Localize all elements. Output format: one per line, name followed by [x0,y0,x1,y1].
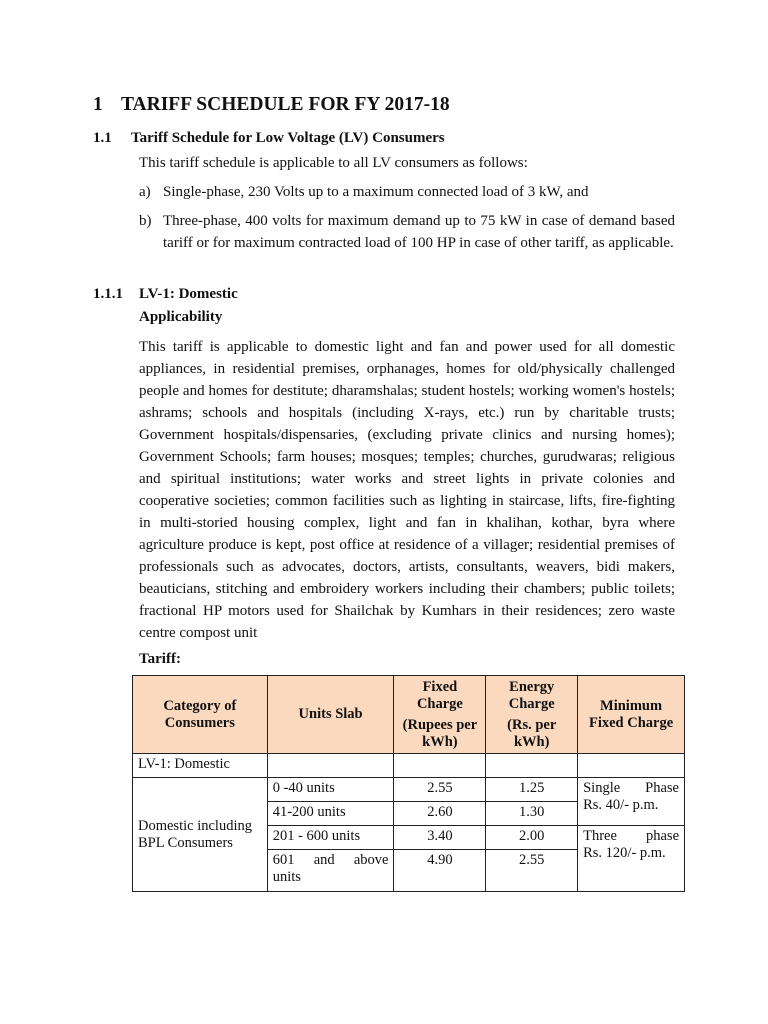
list-item-text: Single-phase, 230 Volts up to a maximum connected load of 3 kW, and [163,184,589,200]
fixed-charge-cell: 2.55 [394,778,486,802]
energy-charge-cell: 1.25 [486,778,578,802]
list-marker: a) [139,184,151,200]
section-heading [93,94,450,116]
slab-cell: 0 -40 units [267,778,394,802]
slab-cell: 41-200 units [267,802,394,826]
table-row [133,754,685,778]
header-units-slab: Units Slab [267,676,394,754]
fixed-charge-cell: 3.40 [394,826,486,850]
min-charge-text: Single [583,780,621,796]
subsubsection-number: 1.1.1 [93,286,123,302]
subsubsection-heading [93,286,238,303]
header-energy-charge-label: Energy Charge [508,678,555,712]
energy-charge-cell: 2.55 [486,850,578,892]
min-charge-text: Three [583,828,617,844]
slab-text: units [272,869,301,885]
header-energy-charge-unit: (Rs. per kWh) [507,716,557,750]
list-item [139,210,675,254]
header-energy-charge [486,676,578,754]
energy-charge-cell: 2.00 [486,826,578,850]
applicability-paragraph: This tariff is applicable to domestic light and fan and power used for all domestic appliances, in residential premises, orphanages, homes for old/physically challenged people and homes for destitute; dharamshalas; student hostels; working women's hostels; ashrams; schools and hospitals (including X-rays, etc.) run by charitable trusts; Government hospitals/dispensaries, (excluding private clinics and nursing homes); Government Schools; farm houses; mosques; temples; churches, gurudwaras; religious and spiritual institutions; water works and street lights in private colonies and cooperative societies; common facilities such as lighting in staircase, lifts, fire-fighting in multi-storied housing complex, light and fan in khalihan, kothar, byra where agriculture produce is kept, post office at residence of a villager; residential premises of professionals such as advocates, doctors, artists, consultants, weavers, bidi makers, beauticians, stitching and embroidery workers including their chambers; public toilets; fractional HP motors used for Shailchak by Kumhars in their residences; zero waste centre compost unit [139,339,675,641]
list-item [139,181,675,203]
slab-cell [267,850,394,892]
list-item-text: Three-phase, 400 volts for maximum demand up to 75 kW in case of demand based tariff or for maximum contracted load of 100 HP in case of other tariff, as applicable. [163,213,675,251]
fixed-charge-cell: 4.90 [394,850,486,892]
header-fixed-charge-unit: (Rupees per kWh) [402,716,478,750]
min-charge-amount: Rs. 120/- p.m. [583,845,666,861]
fixed-charge-cell: 2.60 [394,802,486,826]
section-title: TARIFF SCHEDULE FOR FY 2017-18 [121,94,450,115]
list-marker: b) [139,213,152,229]
min-charge-text: phase [645,828,679,844]
subsection-title: Tariff Schedule for Low Voltage (LV) Consumers [131,130,445,146]
section-number: 1 [93,94,103,115]
tariff-label: Tariff: [139,651,181,667]
table-header-row [133,676,685,754]
energy-charge-cell: 1.30 [486,802,578,826]
slab-text: 601 [272,852,295,868]
intro-paragraph: This tariff schedule is applicable to all LV consumers as follows: [139,155,528,171]
slab-cell: 201 - 600 units [267,826,394,850]
slab-text: above [353,852,389,868]
header-fixed-charge-label: Fixed Charge [416,678,463,712]
subsection-heading [93,130,445,147]
min-charge-text: Phase [645,780,679,796]
min-charge-three [578,826,685,892]
slab-text: and [313,852,335,868]
min-charge-amount: Rs. 40/- p.m. [583,797,659,813]
subsubsection-title: LV-1: Domestic [139,286,238,302]
header-fixed-charge [394,676,486,754]
applicability-label: Applicability [139,309,223,325]
table-row [133,778,685,802]
header-category: Category of Consumers [133,676,268,754]
header-min-fixed-charge: Minimum Fixed Charge [578,676,685,754]
category-cell: Domestic including BPL Consumers [133,778,268,892]
tariff-table [132,675,685,892]
subsection-number: 1.1 [93,130,112,146]
section-row-label: LV-1: Domestic [133,754,268,778]
min-charge-single [578,778,685,826]
